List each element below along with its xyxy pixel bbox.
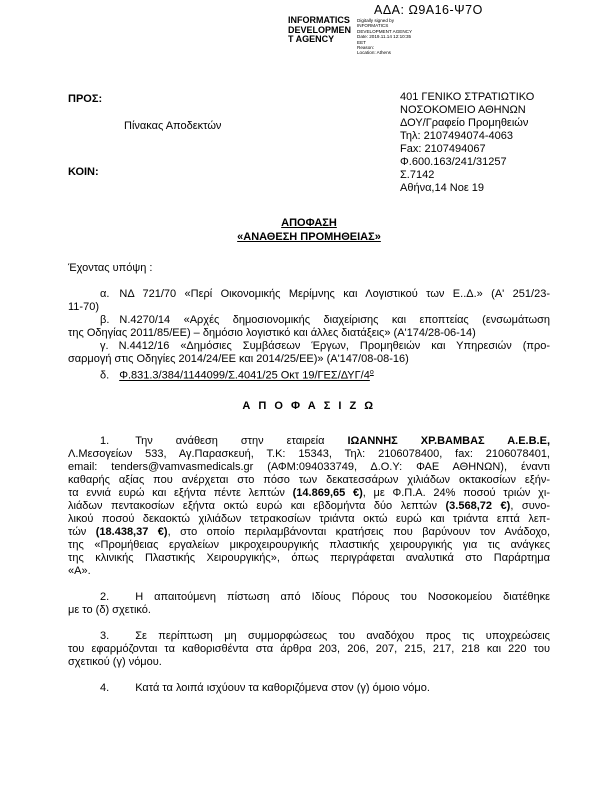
stamp-signature-line: DEVELOPMENT AGENCY — [357, 28, 413, 34]
ada-code: ΑΔΑ: Ω9Α16-Ψ7Ο — [374, 3, 483, 17]
pros-label: ΠΡΟΣ: — [68, 93, 103, 105]
text-line — [68, 643, 550, 656]
document-body — [0, 216, 612, 695]
decision-heading: Α Π Ο Φ Α Σ Ι Ζ Ω — [242, 399, 376, 412]
text-line — [68, 448, 550, 461]
text-segment: της κλινικής Πλαστικής Χειρουργικής», όπως περιγράφεται αναλυτικά στο Παράρτημα — [68, 551, 550, 564]
sender-line: Fax: 2107494067 — [400, 143, 486, 155]
sender-line: Τηλ: 2107494074-4063 — [400, 130, 513, 142]
paragraph-2 — [68, 591, 550, 617]
text-segment: τών — [68, 525, 96, 538]
stamp-signature-line: Digitally signed by — [357, 18, 395, 23]
text-line — [68, 500, 550, 513]
decision-title — [68, 216, 550, 230]
text-line — [68, 461, 550, 474]
text-segment: σαρμογή στις Οδηγίες 2014/24/ΕΕ και 2014/25/ΕΕ)» (Α'147/08-08-16) — [68, 353, 409, 365]
text-line — [68, 435, 550, 448]
text-segment: 1. — [100, 434, 110, 447]
text-segment: (3.568,72 €) — [445, 499, 511, 512]
stamp-signature-line: INFORMATICS — [357, 23, 389, 29]
text-segment: Φ.831.3/384/1144099/Σ.4041/25 Οκτ 19/ΓΕΣ/ΔΥΓ/4 — [119, 369, 370, 382]
stamp-signature-details — [357, 16, 412, 56]
text-segment: της «Προμήθειας εργαλείων μικροχειρουργικής πλαστικής χειρουργικής για τις ανάγκες — [68, 538, 550, 551]
text-segment: με το (δ) σχετικό. — [68, 603, 151, 616]
text-segment: λικού ποσού δεκαοκτώ χιλιάδων τετρακοσίων τριάντα οκτώ ευρώ και τριάντα επτά λεπ- — [68, 512, 550, 525]
text-line — [68, 539, 550, 552]
stamp-agency-line: INFORMATICS — [288, 15, 350, 25]
text-line — [68, 327, 550, 340]
pros-value: Πίνακας Αποδεκτών — [124, 120, 222, 132]
paragraph-1 — [68, 435, 550, 578]
text-line — [68, 513, 550, 526]
text-line — [68, 552, 550, 565]
digital-signature-stamp — [288, 16, 412, 56]
preamble-intro: Έχοντας υπόψη : — [68, 262, 153, 274]
sender-line: 401 ΓΕΝΙΚΟ ΣΤΡΑΤΙΩΤΙΚΟ — [400, 91, 535, 103]
text-line — [68, 340, 550, 353]
text-line — [68, 591, 550, 604]
text-segment: του εφαρμόζονται τα καθορισθέντα στα άρθρα 203, 206, 207, 215, 217, 218 και 220 του — [68, 642, 550, 655]
preamble-list — [68, 288, 550, 383]
text-segment: σχετικού (γ) νόμου. — [68, 655, 162, 668]
text-segment: α. — [100, 288, 110, 300]
text-segment: , συνο- — [510, 499, 551, 512]
text-segment: 11-70) — [68, 301, 99, 313]
text-segment: γ. — [100, 340, 109, 352]
text-line — [68, 487, 550, 500]
stamp-agency-line: DEVELOPMEN — [288, 24, 352, 35]
sender-line: Φ.600.163/241/31257 — [400, 156, 507, 168]
text-segment: 2. — [100, 590, 110, 603]
paragraph-3 — [68, 630, 550, 669]
text-line — [68, 630, 550, 643]
sender-line: Σ.7142 — [400, 169, 435, 181]
text-segment: τα εννιά ευρώ και εξήντα πέντε λεπτών — [68, 486, 293, 499]
text-segment: (14.869,65 €) — [292, 486, 363, 499]
text-segment: ΙΩΑΝΝΗΣ ΧΡ.ΒΑΜΒΑΣ Α.Ε.Β.Ε, — [347, 434, 551, 447]
text-segment: , στο οποίο περιλαμβάνονται κρατήσεις που βαρύνουν τον Ανάδοχο, — [167, 525, 551, 538]
stamp-agency-name — [288, 16, 352, 45]
stamp-signature-line: Date: 2019.11.14 12:10:35 — [357, 34, 412, 40]
text-segment: (18.438,37 €) — [95, 525, 168, 538]
text-segment: 3. — [100, 629, 110, 642]
stamp-signature-line: Reason: — [357, 45, 375, 51]
decision-title-text: ΑΠΟΦΑΣΗ — [281, 217, 337, 229]
text-segment: email: tenders@vamvasmedicals.gr (ΑΦΜ:094033749, Δ.Ο.Υ: ΦΑΕ ΑΘΗΝΩΝ), έναντι — [68, 460, 550, 473]
text-segment: ο — [369, 369, 374, 376]
text-line — [68, 526, 550, 539]
text-line — [68, 604, 550, 617]
text-segment: της Οδηγίας 2011/85/ΕΕ) – δημόσιο λογιστικό και άλλες διατάξεις» (Α'174/28-06-14) — [68, 327, 476, 339]
text-segment: β. — [100, 314, 110, 326]
decision-subtitle — [68, 230, 550, 244]
text-segment: 4. — [100, 681, 110, 694]
text-line — [68, 656, 550, 669]
text-segment: ΝΔ 721/70 «Περί Οικονομικής Μερίμνης και Λογιστικού των Ε..Δ.» (Α' 251/23- — [119, 288, 550, 300]
sender-block — [400, 91, 534, 195]
decision-subtitle-text: «ΑΝΑΘΕΣΗ ΠΡΟΜΗΘΕΙΑΣ» — [237, 231, 381, 243]
text-segment: Σε περίπτωση μη συμμορφώσεως του αναδόχου προς τις υποχρεώσεις — [135, 629, 550, 642]
text-segment: Κατά τα λοιπά ισχύουν τα καθοριζόμενα στον (γ) όμοιο νόμο. — [135, 681, 430, 694]
text-line — [68, 314, 550, 327]
stamp-signature-line: EET — [357, 39, 366, 45]
text-segment: δ. — [100, 369, 110, 382]
text-line — [68, 474, 550, 487]
sender-line: ΔΟΥ/Γραφείο Προμηθειών — [400, 117, 529, 129]
text-line — [68, 682, 550, 695]
sender-line: ΝΟΣΟΚΟΜΕΙΟ ΑΘΗΝΩΝ — [400, 104, 526, 116]
document-header — [0, 0, 612, 216]
sender-line: Αθήνα,14 Νοε 19 — [400, 182, 485, 194]
stamp-signature-line: Location: Athens — [357, 50, 391, 56]
text-segment: , με Φ.Π.Α. 24% ποσού τριών χι- — [362, 486, 550, 499]
koin-label: ΚΟΙΝ: — [68, 166, 99, 178]
stamp-agency-line: T AGENCY — [288, 34, 335, 44]
text-segment: Η απαιτούμενη πίστωση από Ιδίους Πόρους του Νοσοκομείου διατέθηκε — [135, 590, 550, 603]
text-segment: λιάδων πεντακοσίων εξήντα οκτώ ευρώ και εβδομήντα δύο λεπτών — [68, 499, 446, 512]
text-segment: Την ανάθεση στην εταιρεία — [135, 434, 348, 447]
text-line — [68, 353, 550, 366]
text-line — [68, 288, 550, 301]
text-segment: «Α». — [68, 564, 91, 577]
text-segment: Λ.Μεσογείων 533, Αγ.Παρασκευή, Τ.Κ: 15343, Τηλ: 2106078400, fax: 2106078401, — [68, 447, 550, 460]
text-line — [68, 301, 550, 314]
text-segment: Ν.4270/14 «Αρχές δημοσιονομικής διαχείρισης και εποπτείας (ενσωμάτωση — [119, 314, 550, 326]
text-segment: καθαρής αξίας που ανέρχεται στο πόσο των δεκατεσσάρων χιλιάδων οκτακοσίων εξήν- — [68, 473, 550, 486]
text-line — [68, 366, 550, 383]
text-line — [68, 565, 550, 578]
paragraph-4 — [68, 682, 550, 695]
text-segment: Ν.4412/16 «Δημόσιες Συμβάσεων Έργων, Προμηθειών και Υπηρεσιών (προ- — [118, 340, 550, 352]
